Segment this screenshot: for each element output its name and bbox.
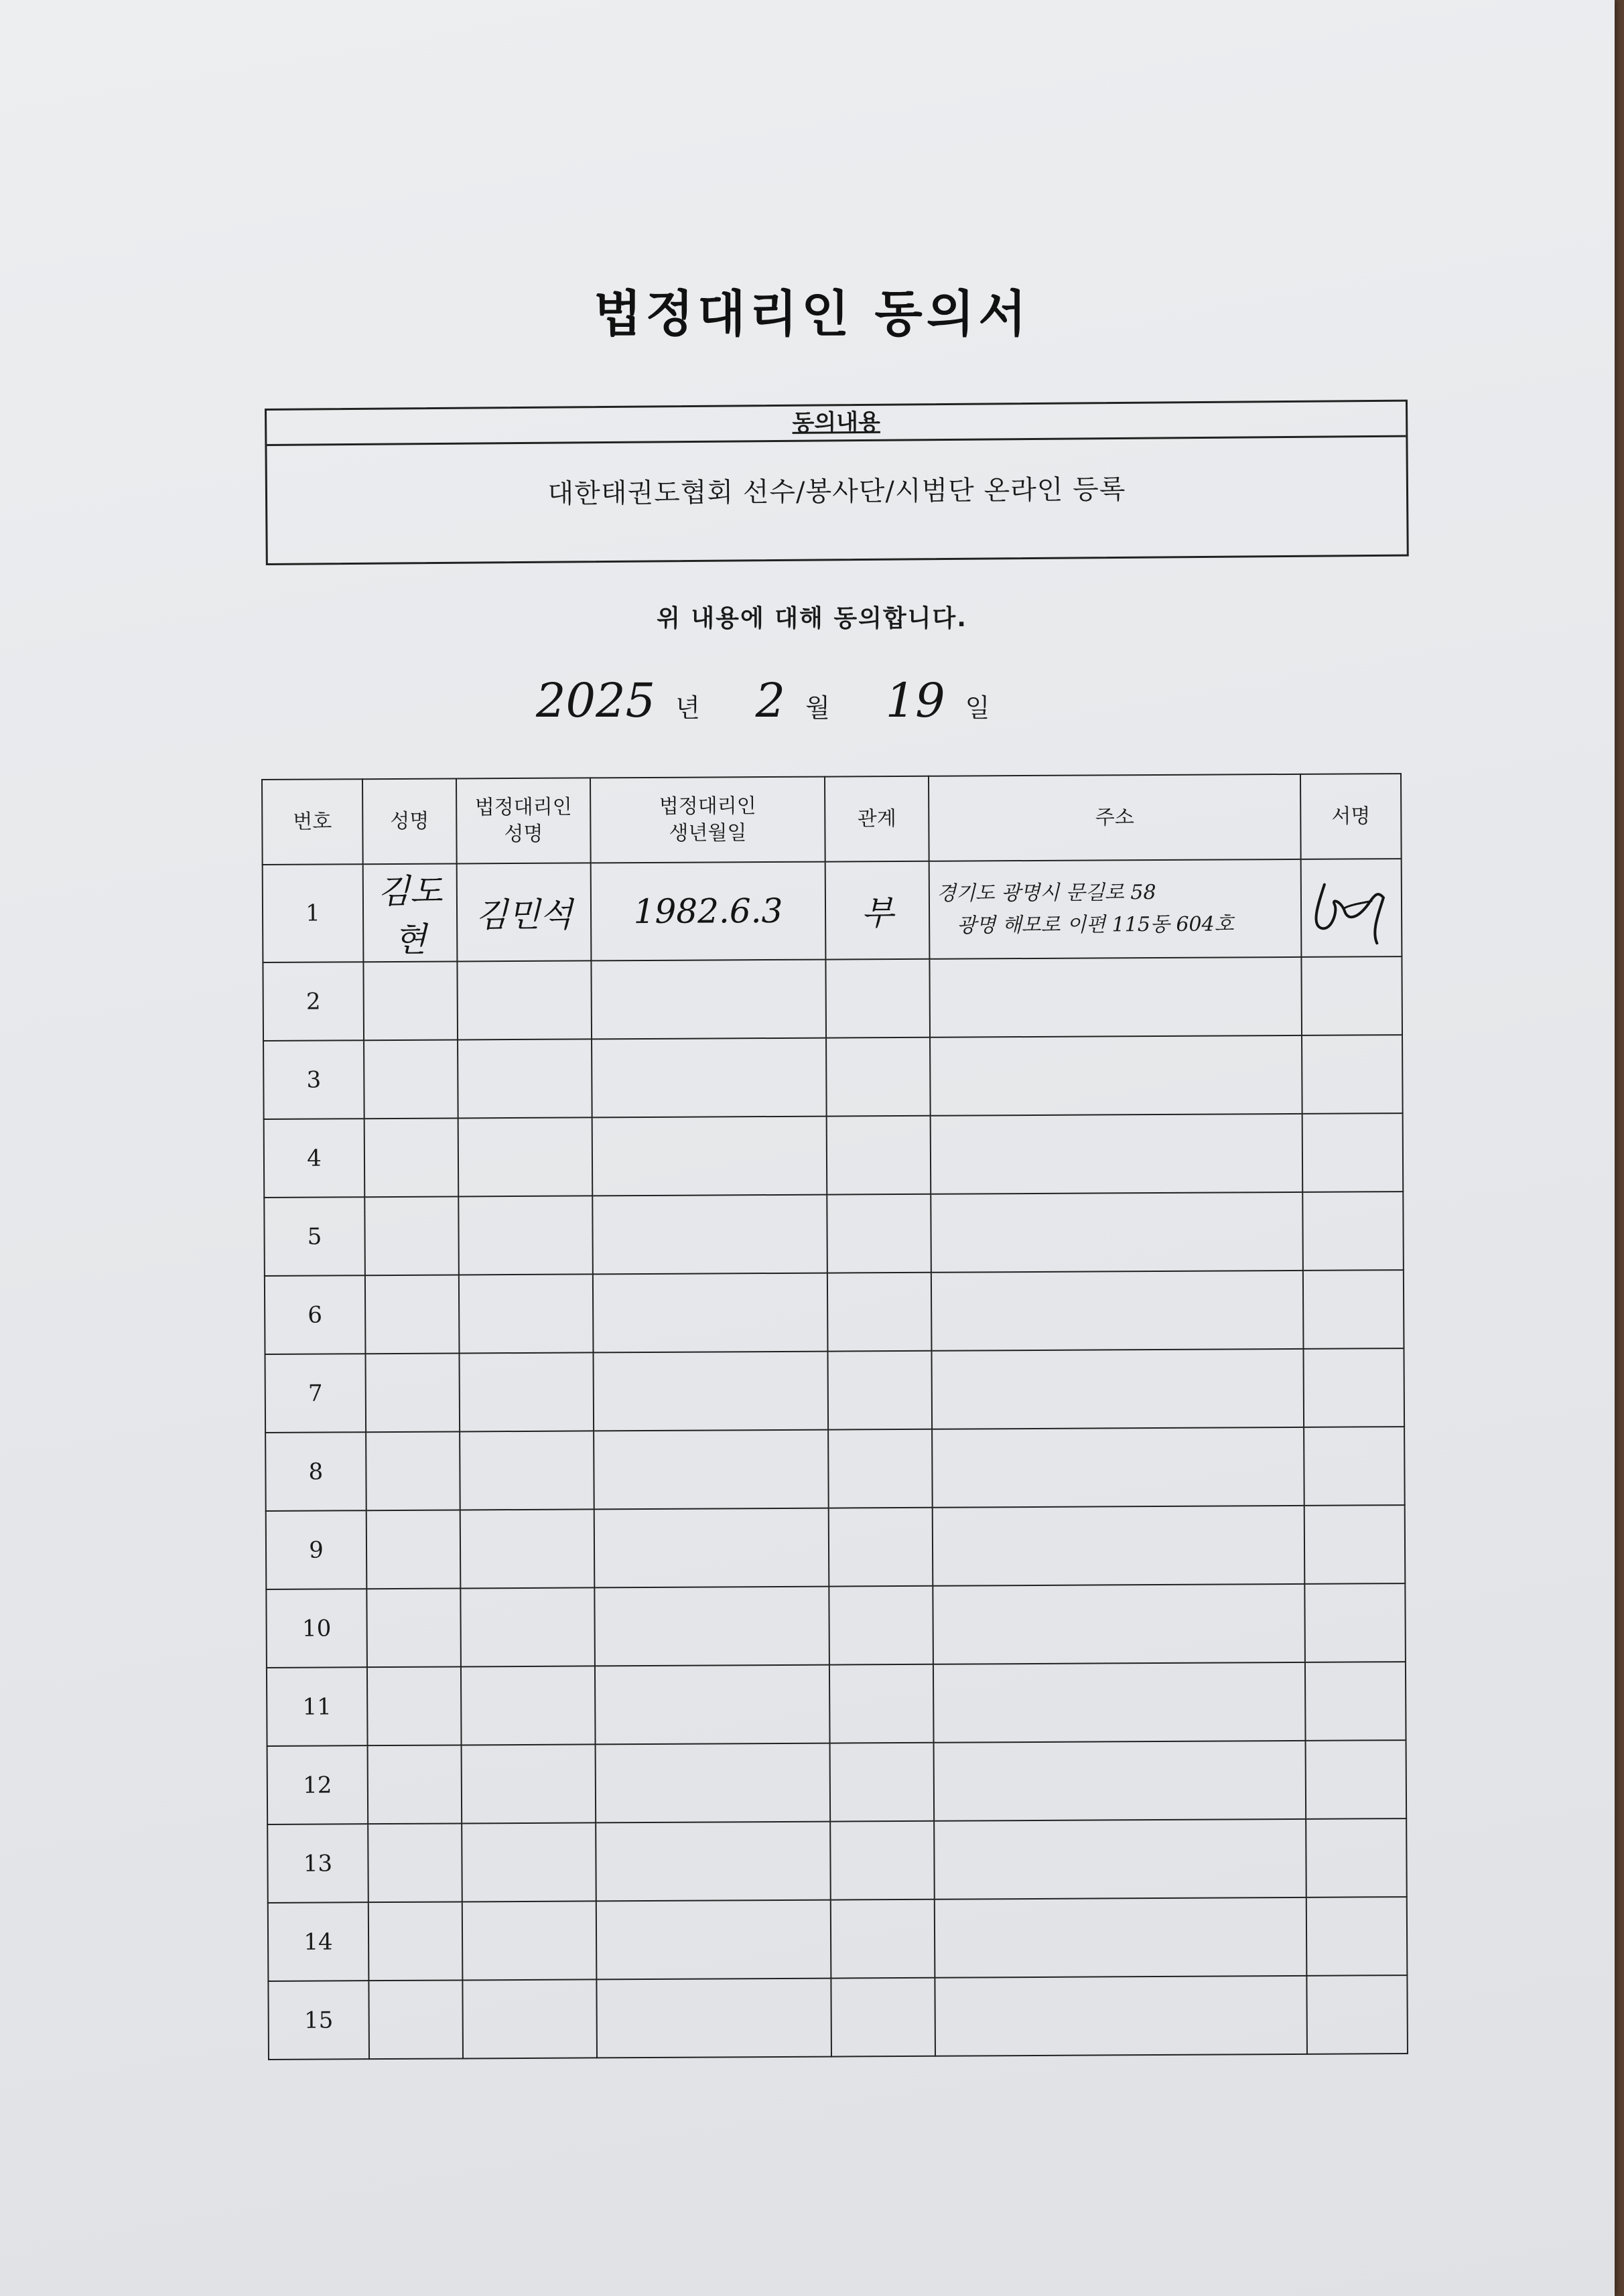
signature-cell: [1302, 1035, 1403, 1114]
guardian-name-cell: [459, 1352, 594, 1431]
table-row: [266, 1505, 1406, 1589]
row-number-cell: 13: [267, 1824, 368, 1903]
relation-cell: [829, 1586, 933, 1665]
guardian-name-cell: [457, 960, 592, 1039]
address-cell: [929, 957, 1302, 1037]
date-year-unit: 년: [675, 693, 700, 723]
address-cell: [935, 1976, 1307, 2056]
table-row: [263, 859, 1402, 962]
relation-cell: [827, 1351, 932, 1430]
row-number-cell: 10: [266, 1589, 367, 1668]
date-month-unit: 월: [805, 693, 830, 723]
table-row: [266, 1583, 1406, 1668]
guardian-birth-cell: [593, 1273, 828, 1353]
table-row: [268, 1975, 1408, 2060]
relation-cell: [829, 1664, 934, 1743]
row-number-cell: 7: [265, 1354, 366, 1433]
row-number-cell: 6: [265, 1275, 366, 1354]
guardian-name-cell: [458, 1117, 593, 1196]
table-row: [267, 1662, 1406, 1746]
header-relation: 관계: [825, 776, 929, 862]
guardian-name-cell: [462, 1979, 597, 2058]
name-cell: [364, 1039, 458, 1119]
address-cell: [934, 1819, 1306, 1899]
address-line-2: 광명 해모로 이편 115동 604호: [957, 912, 1234, 938]
signature-image: [1304, 871, 1399, 945]
address-cell: [931, 1271, 1304, 1351]
guardian-name-cell: [462, 1822, 596, 1902]
date-month: 2: [755, 673, 786, 728]
address-cell: [929, 859, 1302, 959]
consent-box: [265, 400, 1409, 565]
row-number-cell: 8: [265, 1432, 366, 1511]
guardian-birth-cell: [596, 1743, 831, 1823]
row-number-cell: 3: [263, 1040, 364, 1119]
address-cell: [931, 1192, 1303, 1273]
signature-cell: [1306, 1897, 1408, 1976]
address-cell: [933, 1584, 1305, 1664]
guardian-birth-cell: [593, 1352, 828, 1431]
guardian-birth-cell: 1982.6.3: [591, 862, 826, 961]
header-guardian-name: 법정대리인 성명: [456, 778, 591, 863]
consent-header-label: 동의내용: [792, 409, 881, 437]
relation-cell: [827, 1194, 931, 1273]
signature-cell: [1303, 1270, 1404, 1349]
name-cell: [368, 1902, 463, 1981]
name-cell: [367, 1666, 462, 1745]
address-line-1: 경기도 광명시 문길로 58: [936, 881, 1156, 906]
name-cell: [364, 1196, 459, 1275]
row-number-cell: 15: [268, 1981, 369, 2060]
table-row: [263, 956, 1402, 1041]
address-cell: [930, 1035, 1302, 1116]
signature-cell: [1305, 1662, 1406, 1741]
guardian-name-cell: [461, 1666, 596, 1745]
guardian-name-cell: [462, 1901, 597, 1980]
name-cell: [363, 961, 458, 1040]
guardian-birth-cell: [594, 1587, 829, 1666]
guardian-name-cell: [460, 1431, 594, 1510]
guardian-table-wrapper: [261, 773, 1407, 2060]
row-number-cell: 5: [264, 1197, 365, 1276]
relation-cell: [827, 1116, 931, 1195]
signature-cell: [1306, 1818, 1407, 1897]
signature-cell: [1301, 956, 1402, 1035]
consent-text: 대한태권도협회 선수/봉사단/시범단 온라인 등록: [547, 474, 1126, 510]
name-cell: 김도현: [363, 863, 458, 962]
table-row: [265, 1348, 1404, 1433]
guardian-birth-cell: [592, 1195, 827, 1275]
guardian-birth-cell: [596, 1900, 831, 1980]
date-day: 19: [885, 673, 945, 728]
guardian-name-cell: [458, 1039, 592, 1118]
table-body: [263, 859, 1408, 2060]
address-cell: [933, 1506, 1305, 1586]
name-cell: [366, 1431, 460, 1510]
relation-cell: [828, 1429, 933, 1508]
relation-cell: [825, 959, 930, 1038]
signature-cell: [1302, 1192, 1404, 1271]
address-cell: [935, 1897, 1307, 1978]
date-line: [536, 673, 1036, 733]
date-day-unit: 일: [965, 693, 990, 723]
guardian-birth-cell: [596, 1979, 831, 2058]
row-number-cell: 4: [264, 1119, 365, 1198]
header-name: 성명: [362, 778, 457, 864]
document-title: 법정대리인 동의서: [594, 285, 1030, 343]
table-header-row: [262, 774, 1402, 865]
row-number-cell: 14: [268, 1902, 369, 1981]
relation-cell: [829, 1508, 933, 1587]
name-cell: [368, 1823, 462, 1902]
guardian-birth-cell: [594, 1430, 829, 1510]
header-number: 번호: [262, 779, 363, 865]
signature-cell: [1304, 1505, 1406, 1584]
guardian-birth-cell: [591, 960, 826, 1039]
guardian-birth-cell: [595, 1665, 830, 1745]
guardian-birth-cell: [592, 1117, 827, 1196]
name-cell: [368, 1980, 463, 2059]
guardian-birth-cell: [592, 1038, 827, 1118]
relation-cell: [830, 1743, 935, 1822]
signature-cell: [1306, 1975, 1408, 2054]
row-number-cell: 2: [263, 962, 364, 1041]
signature-cell: [1302, 1113, 1404, 1192]
header-signature: 서명: [1300, 774, 1402, 859]
signature-cell: [1301, 859, 1402, 957]
guardian-birth-cell: [594, 1508, 829, 1588]
table-row: [267, 1740, 1407, 1824]
header-guardian-birth: 법정대리인 생년월일: [590, 777, 825, 863]
table-row: [265, 1270, 1404, 1354]
guardian-table: [261, 773, 1408, 2060]
row-number-cell: 11: [267, 1667, 368, 1746]
name-cell: [365, 1353, 460, 1432]
relation-cell: [831, 1978, 935, 2057]
date-year: 2025: [536, 673, 656, 728]
signature-cell: [1306, 1740, 1407, 1819]
table-row: [267, 1818, 1407, 1903]
relation-cell: [831, 1899, 935, 1979]
signature-cell: [1303, 1348, 1404, 1427]
name-cell: [365, 1275, 460, 1354]
table-row: [264, 1192, 1404, 1276]
row-number-cell: 1: [263, 864, 364, 962]
guardian-name-cell: 김민석: [457, 863, 592, 961]
address-cell: [931, 1114, 1303, 1194]
header-address: 주소: [929, 774, 1301, 861]
name-cell: [366, 1510, 461, 1589]
table-row: [263, 1035, 1403, 1119]
signature-cell: [1304, 1583, 1406, 1662]
table-row: [264, 1113, 1404, 1198]
row-number-cell: 12: [267, 1745, 368, 1824]
guardian-name-cell: [460, 1587, 595, 1666]
guardian-name-cell: [462, 1744, 596, 1823]
guardian-birth-cell: [596, 1822, 831, 1902]
name-cell: [366, 1588, 461, 1667]
address-cell: [931, 1349, 1304, 1429]
address-cell: [932, 1427, 1304, 1508]
signature-cell: [1304, 1427, 1405, 1506]
guardian-name-cell: [460, 1509, 595, 1588]
relation-cell: 부: [825, 861, 930, 960]
name-cell: [368, 1745, 462, 1824]
table-row: [265, 1427, 1405, 1511]
address-cell: [933, 1662, 1306, 1743]
table-row: [268, 1897, 1408, 1981]
name-cell: [364, 1118, 459, 1197]
relation-cell: [830, 1821, 935, 1900]
agreement-statement: 위 내용에 대해 동의합니다.: [657, 605, 967, 632]
address-cell: [934, 1741, 1306, 1821]
guardian-name-cell: [459, 1274, 594, 1353]
row-number-cell: 9: [266, 1510, 367, 1589]
relation-cell: [827, 1273, 932, 1352]
guardian-name-cell: [458, 1196, 593, 1275]
relation-cell: [826, 1037, 931, 1117]
